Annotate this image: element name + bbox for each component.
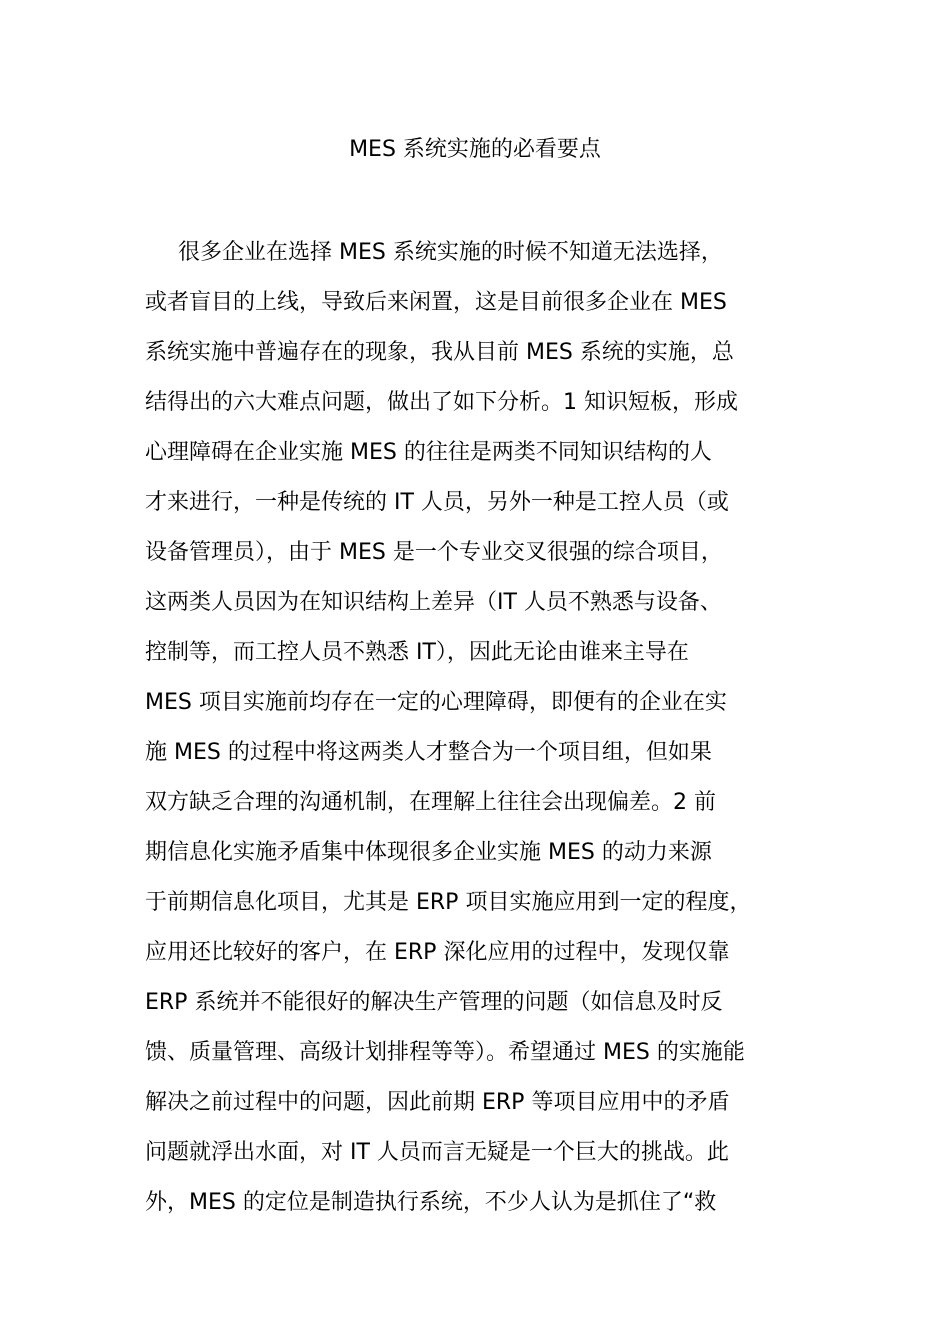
text-line: 很多企业在选择 MES 系统实施的时候不知道无法选择， bbox=[178, 240, 723, 265]
text-line: 系统实施中普遍存在的现象，我从目前 MES 系统的实施，总 bbox=[145, 340, 734, 365]
text-line: 这两类人员因为在知识结构上差异（IT 人员不熟悉与设备、 bbox=[145, 590, 722, 615]
text-line: 解决之前过程中的问题，因此前期 ERP 等项目应用中的矛盾 bbox=[145, 1090, 730, 1115]
text-line: 双方缺乏合理的沟通机制，在理解上往往会出现偏差。2 前 bbox=[145, 790, 716, 815]
text-line: 问题就浮出水面，对 IT 人员而言无疑是一个巨大的挑战。此 bbox=[145, 1140, 729, 1165]
text-line: 馈、质量管理、高级计划排程等等）。希望通过 MES 的实施能 bbox=[145, 1040, 745, 1065]
text-line: 心理障碍在企业实施 MES 的往往是两类不同知识结构的人 bbox=[145, 440, 712, 465]
text-line: 控制等，而工控人员不熟悉 IT），因此无论由谁来主导在 bbox=[145, 640, 689, 665]
text-line: MES 项目实施前均存在一定的心理障碍，即便有的企业在实 bbox=[145, 690, 727, 715]
text-line: 于前期信息化项目，尤其是 ERP 项目实施应用到一定的程度， bbox=[145, 890, 752, 915]
text-line: 施 MES 的过程中将这两类人才整合为一个项目组，但如果 bbox=[145, 740, 712, 765]
text-line: 外，MES 的定位是制造执行系统，不少人认为是抓住了“救 bbox=[145, 1190, 717, 1215]
text-line: 应用还比较好的客户，在 ERP 深化应用的过程中，发现仅靠 bbox=[145, 940, 730, 965]
text-line: 才来进行，一种是传统的 IT 人员，另外一种是工控人员（或 bbox=[145, 490, 729, 515]
text-line: 结得出的六大难点问题，做出了如下分析。1 知识短板，形成 bbox=[145, 390, 738, 415]
body-paragraph bbox=[145, 228, 835, 1228]
text-line: 期信息化实施矛盾集中体现很多企业实施 MES 的动力来源 bbox=[145, 840, 712, 865]
text-line: 设备管理员），由于 MES 是一个专业交叉很强的综合项目， bbox=[145, 540, 723, 565]
text-line: ERP 系统并不能很好的解决生产管理的问题（如信息及时反 bbox=[145, 990, 723, 1015]
page-title: MES 系统实施的必看要点 bbox=[349, 137, 601, 162]
text-line: 或者盲目的上线，导致后来闲置，这是目前很多企业在 MES bbox=[145, 290, 727, 315]
